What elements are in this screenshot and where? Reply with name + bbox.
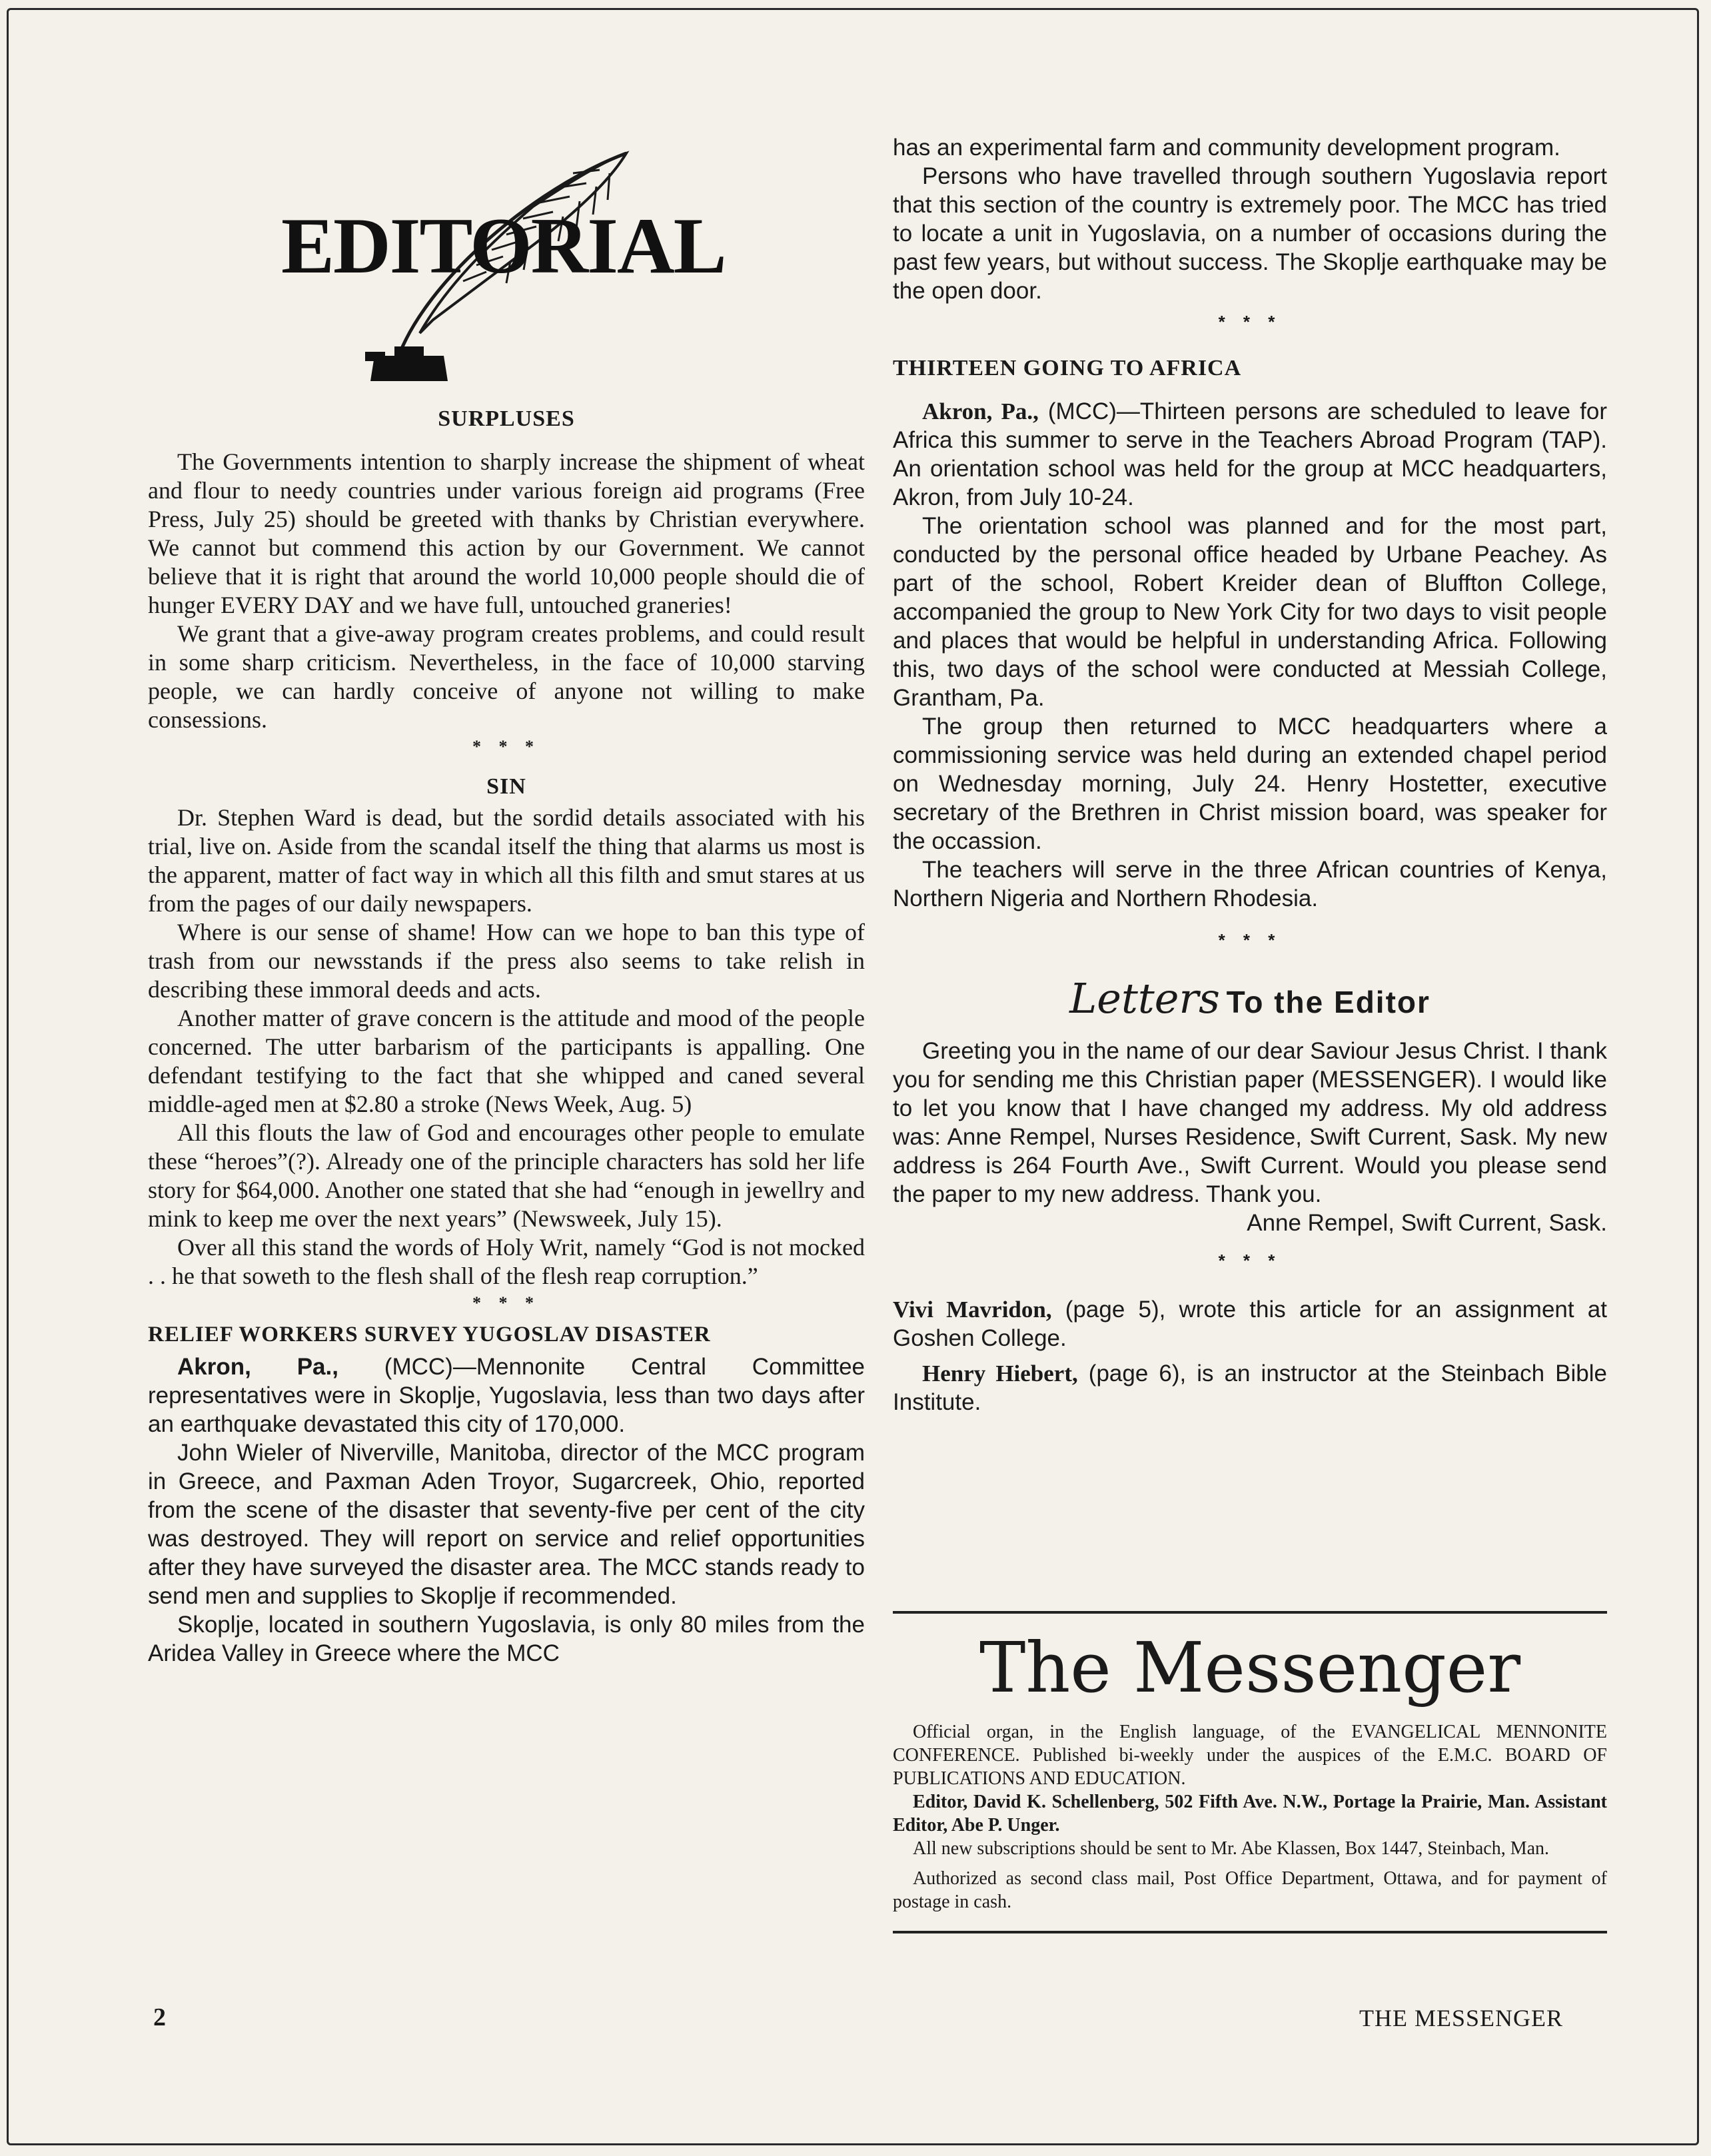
section-divider: * * *	[1218, 312, 1282, 332]
contributor-text-1: (page 5), wrote this article for an assignment at Goshen College.	[893, 1297, 1607, 1351]
relief-paragraph-1-text: (MCC)—Mennonite Central Committee representatives were in Skoplje, Yugoslavia, less than two days after an earthquake devastated this city of 170,000.	[148, 1354, 865, 1437]
relief-dateline: Akron, Pa.,	[177, 1354, 338, 1380]
surpluses-paragraph-2: We grant that a give-away program creates problems, and could result in some sharp criticism. Nevertheless, in the face of 10,000 starving people, we can hardly conceive of anyone not willing to make consessions.	[148, 620, 865, 733]
page-number: 2	[153, 2003, 166, 2031]
africa-heading: THIRTEEN GOING TO AFRICA	[893, 356, 1242, 380]
masthead-paragraph-3: All new subscriptions should be sent to Mr. Abe Klassen, Box 1447, Steinbach, Man.	[913, 1838, 1550, 1859]
sin-heading: SIN	[486, 774, 526, 799]
africa-paragraph-1	[893, 397, 1607, 512]
surpluses-heading: SURPLUSES	[438, 406, 575, 431]
contributor-name-2: Henry Hiebert,	[922, 1360, 1078, 1386]
relief-heading: RELIEF WORKERS SURVEY YUGOSLAV DISASTER	[148, 1323, 711, 1347]
masthead-paragraph-1: Official organ, in the English language, of the EVANGELICAL MENNONITE CONFERENCE. Published bi-weekly under the auspices of the E.M.C. BOARD OF PUBLICATIONS AND EDUCATION.	[893, 1722, 1607, 1789]
letters-heading-script: Letters	[1069, 974, 1220, 1023]
continued-paragraph-2: Persons who have travelled through southern Yugoslavia report that this section of the country is extremely poor. The MCC has tried to locate a unit in Yugoslavia, on a number of occasions during the past few years, but without success. The Skoplje earthquake may be the open door.	[893, 163, 1607, 304]
relief-paragraph-2: John Wieler of Niverville, Manitoba, director of the MCC program in Greece, and Paxman Aden Troyor, Sugarcreek, Ohio, reported from the scene of the disaster that seventy-five per cent of the city was destroyed. They will report on service and relief opportunities after they have surveyed the disaster area. The MCC stands ready to send men and supplies to Skoplje if recommended.	[148, 1440, 865, 1609]
masthead-title: The Messenger	[979, 1627, 1521, 1708]
contributor-name-1: Vivi Mavridon,	[893, 1297, 1052, 1323]
sin-paragraph-1: Dr. Stephen Ward is dead, but the sordid details associated with his trial, live on. Aside from the scandal itself the thing that alarms us most is the apparent, matter of fact way in which all this filth and smut stares at us from the pages of our daily newspapers.	[148, 804, 865, 917]
surpluses-paragraph-1: The Governments intention to sharply increase the shipment of wheat and flour to needy countries under various foreign aid programs (Free Press, July 25) should be greeted with thanks by Christian everywhere. We cannot but commend this action by our Government. We cannot believe that it is right that around the world 10,000 people should die of hunger EVERY DAY and we have full, untouched graneries!	[148, 448, 865, 618]
africa-paragraph-2: The orientation school was planned and for the most part, conducted by the personal office headed by Urbane Peachey. As part of the school, Robert Kreider dean of Bluffton College, accompanied the group to New York City for two days to visit people and places that would be helpful in understanding Africa. Following this, two days of the school were conducted at Messiah College, Grantham, Pa.	[893, 513, 1607, 711]
letter-paragraph: Greeting you in the name of our dear Saviour Jesus Christ. I thank you for sending me this Christian paper (MESSENGER). I would like to let you know that I have changed my address. My old address was: Anne Rempel, Nurses Residence, Swift Current, Sask. My new address is 264 Fourth Ave., Swift Current. Would you please send the paper to my new address. Thank you.	[893, 1038, 1607, 1207]
letter-signature: Anne Rempel, Swift Current, Sask.	[1247, 1210, 1607, 1236]
footer-publication-name: THE MESSENGER	[1359, 2005, 1564, 2031]
relief-article	[148, 1352, 865, 1668]
africa-paragraph-4: The teachers will serve in the three African countries of Kenya, Northern Nigeria and Northern Rhodesia.	[893, 857, 1607, 911]
section-divider: * * *	[472, 1293, 540, 1313]
masthead	[893, 1611, 1607, 1933]
relief-paragraph-1	[148, 1352, 865, 1438]
continued-paragraph-1: has an experimental farm and community development program.	[893, 135, 1560, 161]
africa-paragraph-1-text: (MCC)—Thirteen persons are scheduled to leave for Africa this summer to serve in the Teachers Abroad Program (TAP). An orientation school was held for the group at MCC headquarters, Akron, from July 10-24.	[893, 398, 1607, 510]
letters-heading-rest: To the Editor	[1226, 985, 1430, 1019]
sin-paragraph-5: Over all this stand the words of Holy Writ, namely “God is not mocked . . he that soweth to the flesh shall of the flesh reap corruption.”	[148, 1234, 865, 1289]
sin-paragraph-4: All this flouts the law of God and encourages other people to emulate these “heroes”(?). Already one of the principle characters has sold her life story for $64,000. Another one stated that she had “enough in jewellry and mink to keep me over the next years” (Newsweek, July 15).	[148, 1119, 865, 1232]
editorial-header	[200, 133, 726, 386]
sin-paragraph-3: Another matter of grave concern is the attitude and mood of the people concerned. The utter barbarism of the participants is appalling. One defendant testifying to the fact that she whipped and caned several middle-aged men at $2.80 a stroke (News Week, Aug. 5)	[148, 1005, 865, 1117]
section-divider: * * *	[472, 737, 540, 756]
editorial-title: EDITORIAL	[281, 201, 726, 290]
section-divider: * * *	[1218, 1251, 1282, 1271]
contributor-note-1	[893, 1295, 1607, 1352]
section-divider: * * *	[1218, 930, 1282, 950]
africa-dateline: Akron, Pa.,	[922, 398, 1039, 424]
africa-paragraph-3: The group then returned to MCC headquarters where a commissioning service was held during an extended chapel period on Wednesday morning, July 24. Henry Hostetter, executive secretary of the Brethren in Christ mission board, was speaker for the occassion.	[893, 714, 1607, 854]
relief-paragraph-3: Skoplje, located in southern Yugoslavia, is only 80 miles from the Aridea Valley in Greece where the MCC	[148, 1612, 865, 1666]
masthead-paragraph-2: Editor, David K. Schellenberg, 502 Fifth Ave. N.W., Portage la Prairie, Man. Assistant Editor, Abe P. Unger.	[893, 1792, 1607, 1836]
masthead-paragraph-4: Authorized as second class mail, Post Office Department, Ottawa, and for payment of postage in cash.	[893, 1868, 1607, 1912]
left-column	[148, 406, 865, 1668]
contributor-note-2	[893, 1359, 1607, 1416]
sin-paragraph-2: Where is our sense of shame! How can we hope to ban this type of trash from our newsstands if the press also seems to take relish in describing these immoral deeds and acts.	[148, 919, 865, 1003]
right-column	[893, 133, 1607, 1416]
contributor-text-2: (page 6), is an instructor at the Steinbach Bible Institute.	[893, 1360, 1608, 1415]
letters-heading	[893, 974, 1607, 1023]
